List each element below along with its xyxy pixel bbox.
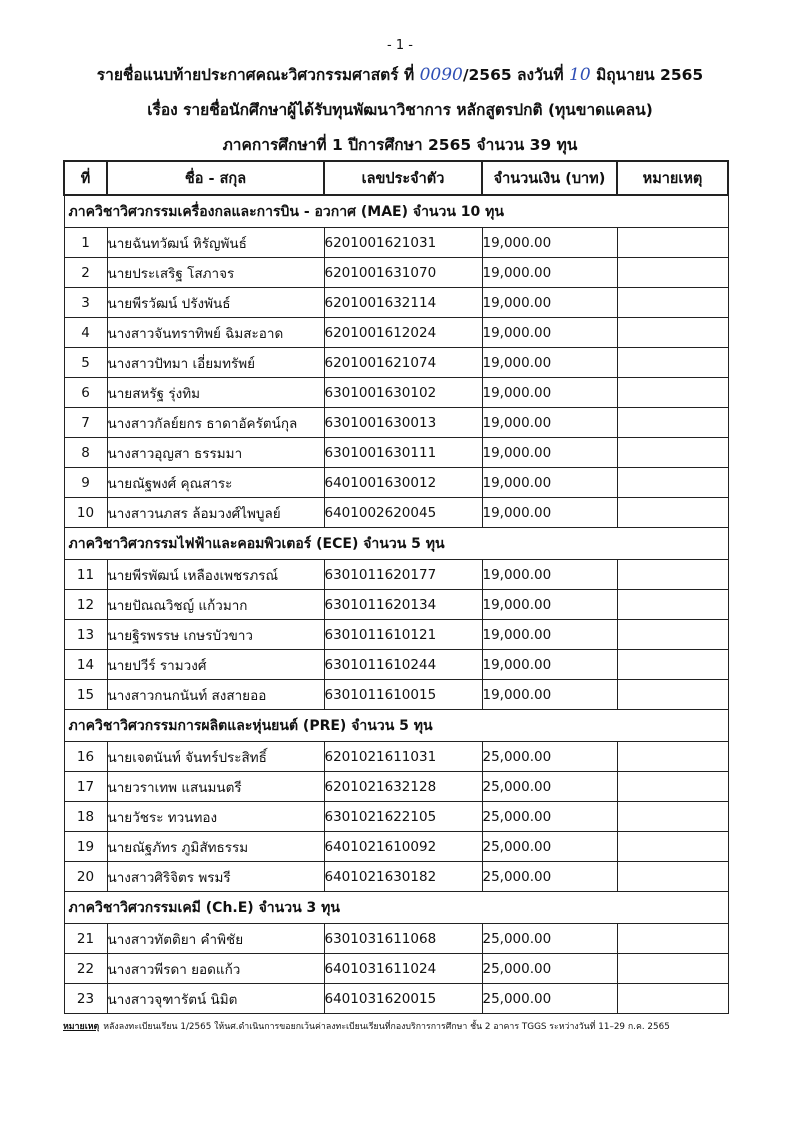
cell-amount: 19,000.00 [482,590,617,620]
cell-student-id: 6401001630012 [324,468,482,498]
cell-note [617,228,728,258]
cell-name: นายเจตนันท์ จันทร์ประสิทธิ์ [107,742,324,772]
cell-amount: 25,000.00 [482,984,617,1014]
section-title: ภาควิชาวิศวกรรมการผลิตและหุ่นยนต์ (PRE) จำนวน 5 ทุน [64,710,728,742]
cell-amount: 19,000.00 [482,228,617,258]
cell-student-id: 6201001632114 [324,288,482,318]
cell-note [617,984,728,1014]
cell-student-id: 6301001630111 [324,438,482,468]
table-row [64,590,728,620]
cell-note [617,954,728,984]
cell-number: 20 [64,862,107,892]
cell-note [617,590,728,620]
cell-amount: 19,000.00 [482,468,617,498]
cell-note [617,438,728,468]
cell-note [617,650,728,680]
cell-name: นายณัฐภัทร ภูมิสัทธรรม [107,832,324,862]
cell-amount: 19,000.00 [482,680,617,710]
table-row [64,742,728,772]
column-header-no: ที่ [64,161,107,195]
table-row [64,288,728,318]
subject-heading: เรื่อง รายชื่อนักศึกษาผู้ได้รับทุนพัฒนาวิชาการ หลักสูตรปกติ (ทุนขาดแคลน) [147,101,653,119]
table-row [64,680,728,710]
footnote-text: หลังลงทะเบียนเรียน 1/2565 ให้นศ.ดำเนินการขอยกเว้นค่าลงทะเบียนเรียนที่กองบริการการศึกษา ชั้น 2 อาคาร TGGS ระหว่างวันที่ 11–29 ก.ค. 2565 [103,1022,670,1032]
table-row [64,772,728,802]
cell-name: นายสหรัฐ รุ่งทิม [107,378,324,408]
cell-number: 7 [64,408,107,438]
section-row [64,195,728,228]
cell-amount: 19,000.00 [482,620,617,650]
cell-note [617,468,728,498]
cell-number: 6 [64,378,107,408]
cell-name: นางสาวปัทมา เอี่ยมทรัพย์ [107,348,324,378]
heading-suffix: มิถุนายน 2565 [596,66,704,84]
column-header-name: ชื่อ - สกุล [107,161,324,195]
cell-name: นายปัณณวิชญ์ แก้วมาก [107,590,324,620]
cell-number: 16 [64,742,107,772]
cell-number: 11 [64,560,107,590]
cell-student-id: 6201001631070 [324,258,482,288]
cell-student-id: 6201001612024 [324,318,482,348]
cell-amount: 25,000.00 [482,954,617,984]
section-row [64,528,728,560]
section-row [64,892,728,924]
cell-note [617,832,728,862]
table-row [64,560,728,590]
table-row [64,378,728,408]
table-row [64,802,728,832]
cell-number: 17 [64,772,107,802]
cell-amount: 19,000.00 [482,408,617,438]
cell-amount: 19,000.00 [482,560,617,590]
heading-mid: /2565 ลงวันที่ [462,66,564,84]
table-row [64,258,728,288]
cell-note [617,802,728,832]
cell-name: นายปวีร์ รามวงศ์ [107,650,324,680]
table-row [64,862,728,892]
cell-name: นางสาวศิริจิตร พรมรี [107,862,324,892]
cell-name: นางสาวอุญสา ธรรมมา [107,438,324,468]
cell-name: นายฐิรพรรษ เกษรบัวขาว [107,620,324,650]
cell-name: นางสาวกัลย์ยกร ธาดาอัครัตน์กุล [107,408,324,438]
column-header-note: หมายเหตุ [617,161,728,195]
cell-amount: 25,000.00 [482,802,617,832]
cell-student-id: 6301031611068 [324,924,482,954]
cell-number: 1 [64,228,107,258]
cell-number: 14 [64,650,107,680]
table-row [64,924,728,954]
cell-student-id: 6401021630182 [324,862,482,892]
cell-student-id: 6301011620177 [324,560,482,590]
table-row [64,228,728,258]
cell-amount: 19,000.00 [482,378,617,408]
table-header-row [64,161,728,195]
cell-number: 10 [64,498,107,528]
table-row [64,348,728,378]
cell-number: 23 [64,984,107,1014]
table-row [64,408,728,438]
cell-number: 8 [64,438,107,468]
cell-number: 4 [64,318,107,348]
heading-prefix: รายชื่อแนบท้ายประกาศคณะวิศวกรรมศาสตร์ ที่ [96,66,415,84]
cell-amount: 25,000.00 [482,924,617,954]
cell-number: 18 [64,802,107,832]
cell-student-id: 6301001630013 [324,408,482,438]
cell-student-id: 6401002620045 [324,498,482,528]
cell-note [617,408,728,438]
cell-amount: 19,000.00 [482,438,617,468]
cell-student-id: 6201021632128 [324,772,482,802]
cell-note [617,498,728,528]
cell-note [617,318,728,348]
cell-number: 5 [64,348,107,378]
cell-number: 21 [64,924,107,954]
cell-name: นายพีรพัฒน์ เหลืองเพชรภรณ์ [107,560,324,590]
cell-name: นางสาวทัตติยา คำพิชัย [107,924,324,954]
announcement-heading [0,62,800,87]
cell-amount: 25,000.00 [482,832,617,862]
cell-note [617,348,728,378]
cell-student-id: 6301001630102 [324,378,482,408]
cell-student-id: 6401021610092 [324,832,482,862]
cell-note [617,288,728,318]
cell-amount: 19,000.00 [482,258,617,288]
cell-number: 19 [64,832,107,862]
cell-name: นายวัชระ ทวนทอง [107,802,324,832]
cell-number: 12 [64,590,107,620]
cell-name: นายฉันทวัฒน์ หิรัญพันธ์ [107,228,324,258]
column-header-amount: จำนวนเงิน (บาท) [482,161,617,195]
cell-name: นางสาวกนกนันท์ สงสายออ [107,680,324,710]
cell-name: นายพีรวัฒน์ ปรังพันธ์ [107,288,324,318]
cell-note [617,378,728,408]
cell-name: นางสาวจันทราทิพย์ ฉิมสะอาด [107,318,324,348]
announcement-number: 0090 [419,65,463,85]
cell-amount: 19,000.00 [482,348,617,378]
section-title: ภาควิชาวิศวกรรมเคมี (Ch.E) จำนวน 3 ทุน [64,892,728,924]
cell-student-id: 6301011610244 [324,650,482,680]
announcement-day: 10 [569,65,591,85]
cell-amount: 19,000.00 [482,498,617,528]
cell-student-id: 6301021622105 [324,802,482,832]
cell-number: 3 [64,288,107,318]
table-row [64,984,728,1014]
cell-note [617,620,728,650]
cell-note [617,680,728,710]
section-title: ภาควิชาวิศวกรรมเครื่องกลและการบิน - อวกาศ (MAE) จำนวน 10 ทุน [64,195,728,228]
cell-note [617,772,728,802]
cell-number: 2 [64,258,107,288]
cell-student-id: 6401031620015 [324,984,482,1014]
cell-name: นายวราเทพ แสนมนตรี [107,772,324,802]
table-row [64,498,728,528]
cell-name: นายประเสริฐ โสภาจร [107,258,324,288]
cell-student-id: 6301011610015 [324,680,482,710]
table-row [64,438,728,468]
section-title: ภาควิชาวิศวกรรมไฟฟ้าและคอมพิวเตอร์ (ECE) จำนวน 5 ทุน [64,528,728,560]
table-row [64,650,728,680]
cell-amount: 25,000.00 [482,862,617,892]
cell-student-id: 6301011620134 [324,590,482,620]
cell-student-id: 6401031611024 [324,954,482,984]
cell-name: นางสาวพีรดา ยอดแก้ว [107,954,324,984]
cell-number: 9 [64,468,107,498]
cell-amount: 19,000.00 [482,650,617,680]
cell-student-id: 6201001621074 [324,348,482,378]
cell-number: 15 [64,680,107,710]
table-row [64,620,728,650]
cell-name: นางสาวจุฑารัตน์ นิมิต [107,984,324,1014]
table-row [64,954,728,984]
cell-note [617,258,728,288]
cell-amount: 25,000.00 [482,742,617,772]
cell-note [617,862,728,892]
cell-amount: 25,000.00 [482,772,617,802]
section-row [64,710,728,742]
cell-number: 13 [64,620,107,650]
table-row [64,468,728,498]
table-row [64,832,728,862]
cell-student-id: 6201021611031 [324,742,482,772]
scholarship-table [63,160,729,1014]
cell-note [617,560,728,590]
footnote [63,1019,670,1033]
cell-number: 22 [64,954,107,984]
table-row [64,318,728,348]
cell-amount: 19,000.00 [482,288,617,318]
cell-student-id: 6301011610121 [324,620,482,650]
page-number: - 1 - [387,38,413,53]
term-heading: ภาคการศึกษาที่ 1 ปีการศึกษา 2565 จำนวน 39 ทุน [222,136,578,154]
footnote-label: หมายเหตุ [63,1022,100,1032]
column-header-id: เลขประจำตัว [324,161,482,195]
cell-name: นายณัฐพงศ์ คุณสาระ [107,468,324,498]
cell-note [617,924,728,954]
cell-note [617,742,728,772]
cell-student-id: 6201001621031 [324,228,482,258]
cell-amount: 19,000.00 [482,318,617,348]
cell-name: นางสาวนภสร ล้อมวงศ์ไพบูลย์ [107,498,324,528]
